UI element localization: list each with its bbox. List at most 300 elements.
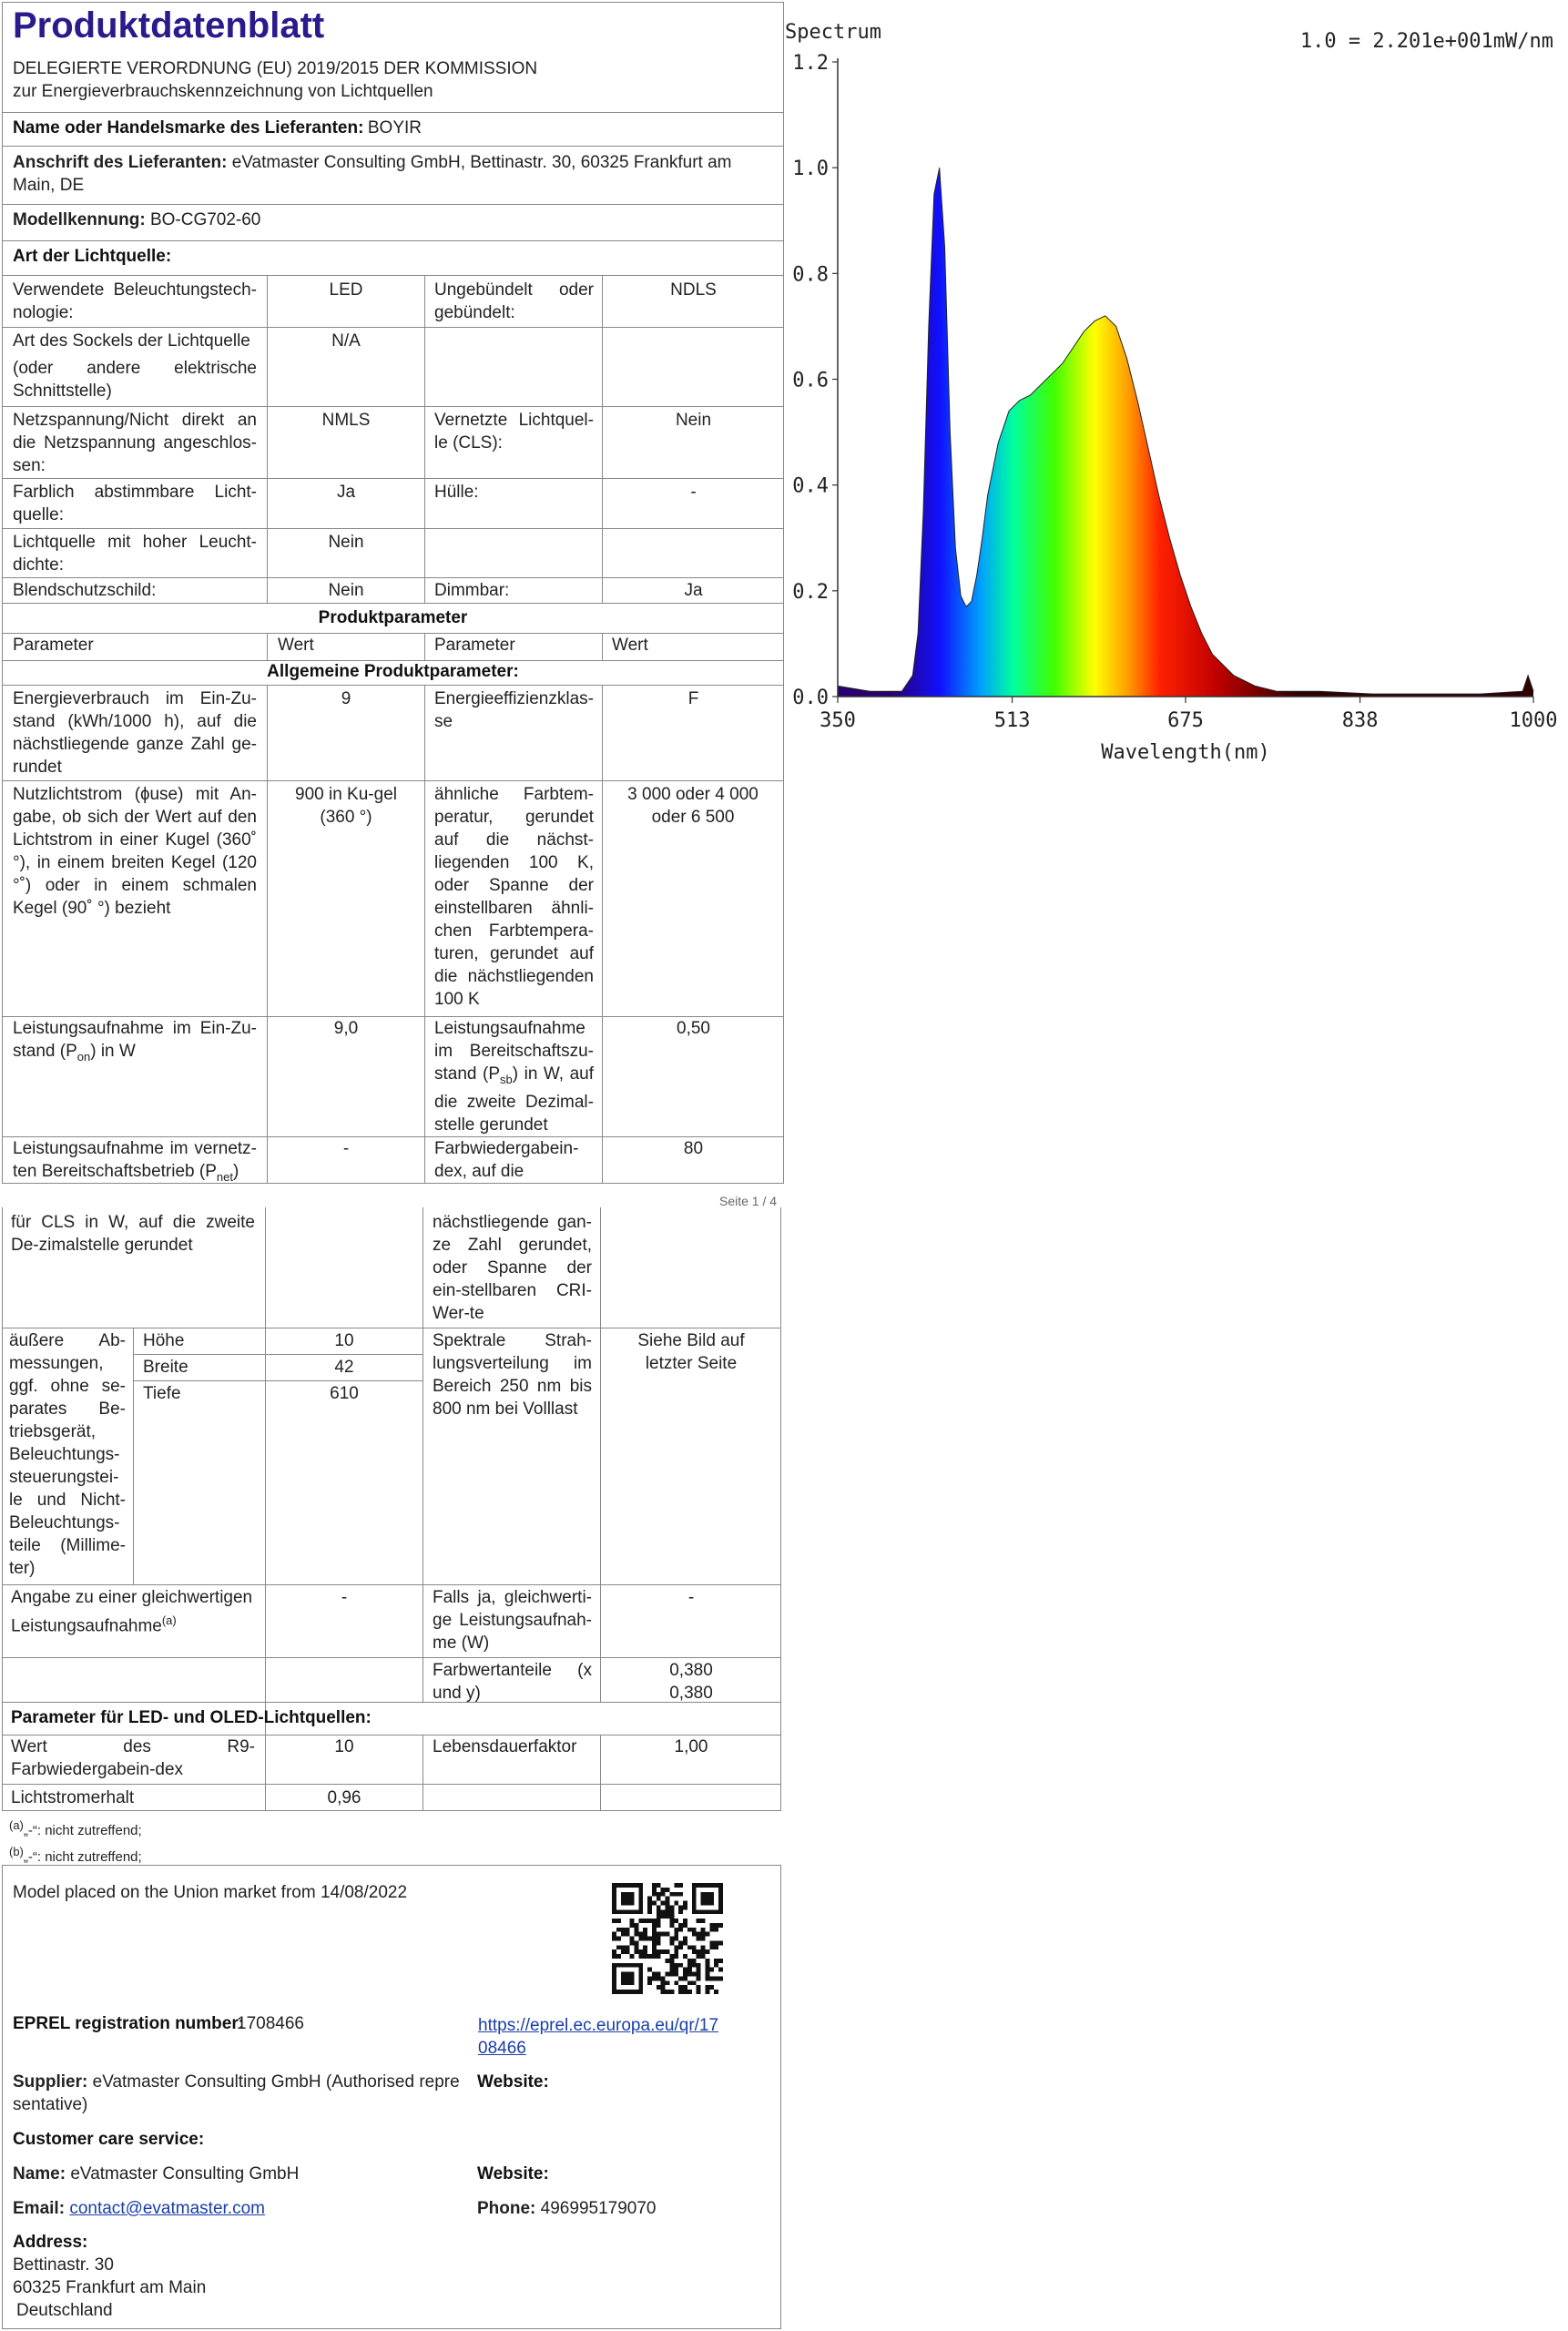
qr-module <box>683 1923 687 1928</box>
qr-module <box>687 1963 692 1968</box>
qr-module <box>666 1905 670 1909</box>
height-value: 10 <box>334 1331 354 1350</box>
qr-module <box>674 1949 678 1954</box>
qr-module <box>638 1932 643 1937</box>
tunable-value: Ja <box>336 483 356 502</box>
equivalent-w-label: Falls ja, gleichwerti-ge Leistungsaufnah-me (W) <box>433 1588 592 1653</box>
cri-value: 80 <box>683 1139 704 1158</box>
envelope-label: Hülle: <box>434 483 479 502</box>
qr-module <box>705 1968 709 1972</box>
footnote-b-text: „-“: nicht zutreffend; <box>23 1849 142 1865</box>
qr-module <box>692 1928 697 1932</box>
address-label: Address: <box>13 2233 88 2252</box>
qr-module <box>718 1923 723 1928</box>
qr-module <box>687 1968 692 1972</box>
qr-finder <box>612 1883 616 1914</box>
qr-module <box>652 1883 657 1888</box>
qr-module <box>652 1928 657 1932</box>
qr-module <box>652 1892 657 1897</box>
model-value: BO-CG702-60 <box>149 210 261 229</box>
qr-module <box>697 1954 701 1959</box>
qr-module <box>709 1976 714 1980</box>
socket-label-2: (oder andere elektrische Schnittstelle) <box>13 359 257 401</box>
qr-module <box>666 1901 670 1906</box>
qr-module <box>697 1949 701 1954</box>
qr-module <box>616 1919 621 1923</box>
cct-value: 3 000 oder 4 000 oder 6 500 <box>627 785 759 827</box>
email-label: Email: <box>13 2199 66 2218</box>
qr-module <box>647 1937 652 1941</box>
qr-module <box>669 1905 674 1909</box>
qr-module <box>705 1963 709 1968</box>
qr-module <box>683 1972 687 1977</box>
lifetime-factor-label: Lebensdauerfaktor <box>433 1737 577 1756</box>
qr-module <box>657 1919 661 1923</box>
socket-label-1: Art des Sockels der Lichtquelle <box>13 331 250 351</box>
qr-finder <box>718 1883 723 1914</box>
light-source-type-heading: Art der Lichtquelle: <box>13 247 172 266</box>
qr-module <box>669 1968 674 1972</box>
x-tick-label: 838 <box>1341 709 1379 732</box>
energy-class-label: Energieeffizienzklas-se <box>434 689 594 731</box>
qr-module <box>657 1892 661 1897</box>
psb-label <box>434 1017 594 1136</box>
email-link[interactable]: contact@evatmaster.com <box>69 2199 265 2218</box>
qr-module <box>657 1914 661 1919</box>
qr-module <box>683 1901 687 1906</box>
spd-value: Siehe Bild auf letzter Seite <box>637 1331 745 1373</box>
chromaticity-x: 0,380 <box>669 1661 713 1680</box>
qr-module <box>612 1937 616 1941</box>
qr-module <box>661 1909 666 1914</box>
glare-value: Nein <box>328 581 364 600</box>
qr-module <box>678 1963 683 1968</box>
qr-module <box>647 1980 652 1985</box>
qr-module <box>666 1980 670 1985</box>
qr-module <box>692 1980 697 1985</box>
qr-module <box>714 1990 718 1994</box>
qr-module <box>657 1976 661 1980</box>
qr-module <box>647 1897 652 1901</box>
supplier-name-value: BOYIR <box>367 118 422 137</box>
qr-module <box>657 1972 661 1977</box>
qr-module <box>669 1963 674 1968</box>
qr-module <box>674 1883 678 1888</box>
pnet-label-text: Leistungsaufnahme im vernetz-ten Bereitschaftsbetrieb (P <box>13 1139 257 1181</box>
qr-module <box>718 1976 723 1980</box>
qr-module <box>657 1954 661 1959</box>
dimmable-value: Ja <box>684 581 703 600</box>
page-title: Produktdatenblatt <box>13 5 325 46</box>
qr-module <box>697 1937 701 1941</box>
qr-module <box>669 1923 674 1928</box>
chromaticity-label: Farbwertanteile (x und y) <box>433 1661 592 1703</box>
qr-module <box>669 1909 674 1914</box>
qr-finder <box>638 1883 643 1914</box>
qr-module <box>678 1909 683 1914</box>
cls-label: Vernetzte Lichtquel-le (CLS): <box>434 411 594 453</box>
qr-module <box>687 1945 692 1949</box>
qr-module <box>652 1937 657 1941</box>
envelope-value: - <box>690 483 697 502</box>
qr-module <box>714 1963 718 1968</box>
x-tick-label: 350 <box>820 709 856 732</box>
qr-module <box>634 1932 638 1937</box>
dimensions-label: äußere Ab-messungen, ggf. ohne se-parates Be-triebsgerät, Beleuchtungs-steuerungstei-le und Nicht-Beleuchtungs-teile (Millime-ter) <box>9 1331 126 1578</box>
qr-module <box>612 1932 616 1937</box>
qr-module <box>643 1954 647 1959</box>
qr-module <box>697 1932 701 1937</box>
spectrum-area <box>838 168 1533 697</box>
qr-module <box>692 1945 697 1949</box>
supplier-address-row <box>13 151 769 197</box>
qr-module <box>652 1919 657 1923</box>
website-label: Website: <box>477 2072 549 2092</box>
qr-finder <box>692 1909 723 1914</box>
qr-module <box>634 1923 638 1928</box>
qr-module <box>657 1883 661 1888</box>
model-row <box>13 209 260 231</box>
cls-value: Nein <box>675 411 712 430</box>
qr-module <box>634 1940 638 1945</box>
eprel-link-line-2[interactable]: 08466 <box>478 2039 526 2058</box>
qr-module <box>647 1909 652 1914</box>
phone-value: 496995179070 <box>540 2199 657 2218</box>
qr-module <box>626 1932 630 1937</box>
qr-module <box>687 1928 692 1932</box>
qr-module <box>621 1928 626 1932</box>
qr-module <box>638 1937 643 1941</box>
width-label: Breite <box>143 1358 188 1377</box>
col-header-param-1: Parameter <box>13 636 94 655</box>
qr-module <box>666 1959 670 1963</box>
qr-module <box>657 1932 661 1937</box>
qr-finder <box>612 1883 643 1888</box>
high-luminance-value: Nein <box>328 533 364 552</box>
qr-module <box>634 1945 638 1949</box>
qr-module <box>718 1940 723 1945</box>
qr-module <box>678 1945 683 1949</box>
qr-module <box>669 1914 674 1919</box>
qr-module <box>705 1932 709 1937</box>
qr-module <box>661 1949 666 1954</box>
qr-module <box>657 1923 661 1928</box>
qr-module <box>652 1976 657 1980</box>
supplier-address-label: Anschrift des Lieferanten: <box>13 153 228 172</box>
tech-value: LED <box>329 280 363 300</box>
qr-module <box>612 1954 616 1959</box>
qr-module <box>678 1928 683 1932</box>
psb-sub: sb <box>500 1072 513 1086</box>
qr-module <box>683 1905 687 1909</box>
y-tick-label: 0.4 <box>792 474 829 498</box>
care-name-field <box>13 2163 299 2185</box>
qr-module <box>638 1919 643 1923</box>
qr-code <box>612 1883 723 1994</box>
qr-module <box>678 1976 683 1980</box>
supplier-name-row <box>13 117 422 139</box>
qr-finder <box>638 1963 643 1994</box>
qr-module <box>652 1888 657 1892</box>
qr-module <box>616 1937 621 1941</box>
qr-module <box>697 1985 701 1990</box>
qr-module <box>701 1937 706 1941</box>
pnet-sub: net <box>216 1169 233 1184</box>
qr-finder <box>692 1883 723 1888</box>
eprel-link-line-1[interactable]: https://eprel.ec.europa.eu/qr/17 <box>478 2016 719 2035</box>
y-tick-label: 0.0 <box>792 687 829 709</box>
qr-module <box>701 1932 706 1937</box>
qr-module <box>616 1954 621 1959</box>
flux-value: 900 in Ku-gel (360 °) <box>295 785 397 827</box>
pon-sub: on <box>76 1049 91 1064</box>
maintenance-value: 0,96 <box>327 1788 361 1807</box>
equivalent-sup: (a) <box>161 1613 177 1627</box>
qr-module <box>678 1985 683 1990</box>
footnote-b-sup: (b) <box>9 1845 24 1858</box>
qr-finder <box>701 1892 715 1906</box>
qr-module <box>709 1968 714 1972</box>
qr-module <box>687 1980 692 1985</box>
y-tick-label: 1.2 <box>792 52 829 75</box>
col-header-param-2: Parameter <box>434 636 515 655</box>
qr-module <box>683 1954 687 1959</box>
pnet-label-end: ) <box>232 1162 239 1181</box>
mains-value: NMLS <box>321 411 371 430</box>
qr-module <box>714 1976 718 1980</box>
qr-module <box>661 1888 666 1892</box>
qr-module <box>647 1976 652 1980</box>
qr-module <box>683 1968 687 1972</box>
qr-finder <box>621 1892 635 1906</box>
qr-module <box>630 1919 635 1923</box>
qr-module <box>666 1932 670 1937</box>
qr-module <box>638 1949 643 1954</box>
qr-module <box>669 1919 674 1923</box>
qr-module <box>657 1940 661 1945</box>
qr-module <box>709 1985 714 1990</box>
qr-module <box>674 1972 678 1977</box>
qr-module <box>657 1897 661 1901</box>
qr-module <box>634 1949 638 1954</box>
led-params-heading: Parameter für LED- und OLED-Lichtquellen: <box>11 1708 372 1727</box>
qr-module <box>634 1928 638 1932</box>
qr-module <box>674 1968 678 1972</box>
qr-module <box>678 1923 683 1928</box>
chart-scale-note: 1.0 = 2.201e+001mW/nm <box>1299 30 1553 53</box>
customer-care-label: Customer care service: <box>13 2130 205 2149</box>
qr-module <box>687 1990 692 1994</box>
qr-module <box>705 1972 709 1977</box>
qr-module <box>666 1990 670 1994</box>
qr-module <box>692 1959 697 1963</box>
qr-module <box>666 1897 670 1901</box>
qr-module <box>666 1949 670 1954</box>
qr-module <box>683 1990 687 1994</box>
model-label: Modellkennung: <box>13 210 146 229</box>
supplier-address-value: eVatmaster Consulting GmbH, Bettinastr. 30, 60325 Frankfurt am Main, DE <box>13 153 732 195</box>
address-line-3: Deutschland <box>16 2301 113 2320</box>
qr-module <box>666 1888 670 1892</box>
qr-module <box>657 1985 661 1990</box>
qr-module <box>626 1949 630 1954</box>
eprel-link[interactable] <box>478 2014 718 2060</box>
qr-finder <box>612 1990 643 1994</box>
address-line-2: 60325 Frankfurt am Main <box>13 2278 207 2297</box>
qr-module <box>705 1985 709 1990</box>
qr-module <box>661 1932 666 1937</box>
qr-module <box>652 1945 657 1949</box>
pnet-value: - <box>342 1139 350 1158</box>
qr-module <box>678 1905 683 1909</box>
qr-module <box>661 1985 666 1990</box>
qr-module <box>669 1972 674 1977</box>
qr-module <box>643 1919 647 1923</box>
qr-module <box>705 1959 709 1963</box>
qr-module <box>701 1954 706 1959</box>
page-number: Seite 1 / 4 <box>719 1194 778 1208</box>
qr-module <box>687 1972 692 1977</box>
qr-module <box>661 1914 666 1919</box>
x-tick-label: 1000 <box>1509 709 1558 732</box>
eprel-reg-label: EPREL registration number: <box>13 2014 245 2033</box>
y-tick-label: 1.0 <box>792 158 829 181</box>
qr-module <box>718 1959 723 1963</box>
footnote-a-sup: (a) <box>9 1818 24 1832</box>
qr-module <box>666 1914 670 1919</box>
qr-module <box>697 1972 701 1977</box>
qr-module <box>674 1963 678 1968</box>
qr-module <box>683 1940 687 1945</box>
qr-module <box>669 1892 674 1897</box>
qr-module <box>674 1932 678 1937</box>
qr-module <box>701 1945 706 1949</box>
qr-module <box>621 1945 626 1949</box>
qr-module <box>714 1923 718 1928</box>
qr-finder <box>692 1883 697 1914</box>
socket-value: N/A <box>331 331 361 351</box>
qr-module <box>718 1968 723 1972</box>
qr-module <box>643 1949 647 1954</box>
qr-module <box>701 1928 706 1932</box>
qr-module <box>647 1901 652 1906</box>
qr-module <box>661 1980 666 1985</box>
energy-class-value: F <box>687 689 699 708</box>
qr-module <box>674 1937 678 1941</box>
qr-module <box>692 1972 697 1977</box>
width-value: 42 <box>334 1358 354 1377</box>
qr-module <box>709 1940 714 1945</box>
eprel-reg-value: 1708466 <box>237 2014 304 2033</box>
qr-module <box>714 1959 718 1963</box>
dimmable-label: Dimmbar: <box>434 581 510 600</box>
qr-module <box>714 1928 718 1932</box>
qr-finder <box>621 1972 635 1986</box>
footnote-a <box>9 1816 142 1841</box>
qr-module <box>666 1909 670 1914</box>
qr-module <box>683 1985 687 1990</box>
supplier-value-2: sentative) <box>13 2095 88 2114</box>
qr-module <box>666 1972 670 1977</box>
bundled-label: Ungebündelt oder gebündelt: <box>434 280 594 322</box>
qr-module <box>638 1954 643 1959</box>
phone-label: Phone: <box>477 2199 536 2218</box>
qr-module <box>661 1892 666 1897</box>
x-axis-label: Wavelength(nm) <box>1101 741 1270 764</box>
qr-module <box>621 1949 626 1954</box>
y-tick-label: 0.6 <box>792 369 829 392</box>
qr-module <box>709 1945 714 1949</box>
cct-label: ähnliche Farbtem-peratur, gerundet auf die nächst-liegenden 100 K, oder Spanne der einstellbaren ähnli-chen Farbtempera-turen, gerundet auf die nächstliegenden 100 K <box>434 785 594 1009</box>
qr-module <box>674 1928 678 1932</box>
qr-module <box>692 1932 697 1937</box>
depth-label: Tiefe <box>143 1384 181 1403</box>
qr-module <box>669 1959 674 1963</box>
qr-module <box>714 1945 718 1949</box>
qr-module <box>678 1892 683 1897</box>
qr-module <box>616 1928 621 1932</box>
qr-module <box>612 1919 616 1923</box>
cri-label-part1: Farbwiedergabein-dex, auf die <box>434 1139 579 1181</box>
qr-module <box>661 1990 666 1994</box>
pnet-label-cont: für CLS in W, auf die zweite De-zimalstelle gerundet <box>11 1213 255 1255</box>
regulation-text: DELEGIERTE VERORDNUNG (EU) 2019/2015 DER KOMMISSION zur Energieverbrauchskennzeichnung von Lichtquellen <box>13 59 538 101</box>
high-luminance-label: Lichtquelle mit hoher Leucht-dichte: <box>13 533 257 575</box>
equivalent-label-text: Angabe zu einer gleichwertigen Leistungsaufnahme <box>11 1588 253 1636</box>
tech-label: Verwendete Beleuchtungstech-nologie: <box>13 280 257 322</box>
spectrum-chart <box>783 0 1568 783</box>
qr-module <box>674 1954 678 1959</box>
qr-module <box>678 1990 683 1994</box>
equivalent-label <box>11 1586 261 1637</box>
qr-module <box>643 1937 647 1941</box>
qr-module <box>643 1945 647 1949</box>
qr-module <box>657 1909 661 1914</box>
qr-module <box>626 1945 630 1949</box>
qr-module <box>683 1976 687 1980</box>
qr-module <box>697 1968 701 1972</box>
care-name-value: eVatmaster Consulting GmbH <box>70 2164 300 2183</box>
y-tick-label: 0.2 <box>792 580 829 604</box>
care-name-label: Name: <box>13 2164 66 2183</box>
pon-label-text: Leistungsaufnahme im Ein-Zu-stand (P <box>13 1019 257 1061</box>
qr-module <box>626 1928 630 1932</box>
qr-module <box>657 1905 661 1909</box>
qr-module <box>669 1990 674 1994</box>
qr-module <box>678 1940 683 1945</box>
cri-label-cont: nächstliegende gan-ze Zahl gerundet, oder Spanne der ein-stellbaren CRI-Wer-te <box>433 1213 592 1323</box>
qr-module <box>674 1980 678 1985</box>
qr-module <box>692 1963 697 1968</box>
qr-module <box>697 1963 701 1968</box>
qr-module <box>697 1990 701 1994</box>
qr-module <box>674 1919 678 1923</box>
qr-module <box>692 1949 697 1954</box>
qr-module <box>647 1905 652 1909</box>
phone-field <box>477 2197 656 2220</box>
supplier-name-label: Name oder Handelsmarke des Lieferanten: <box>13 118 364 137</box>
qr-module <box>714 1940 718 1945</box>
qr-finder <box>612 1963 616 1994</box>
qr-module <box>652 1954 657 1959</box>
qr-module <box>616 1945 621 1949</box>
qr-module <box>643 1932 647 1937</box>
qr-module <box>630 1940 635 1945</box>
email-field <box>13 2197 265 2220</box>
qr-module <box>657 1937 661 1941</box>
qr-module <box>647 1919 652 1923</box>
equivalent-w-value: - <box>687 1588 695 1607</box>
